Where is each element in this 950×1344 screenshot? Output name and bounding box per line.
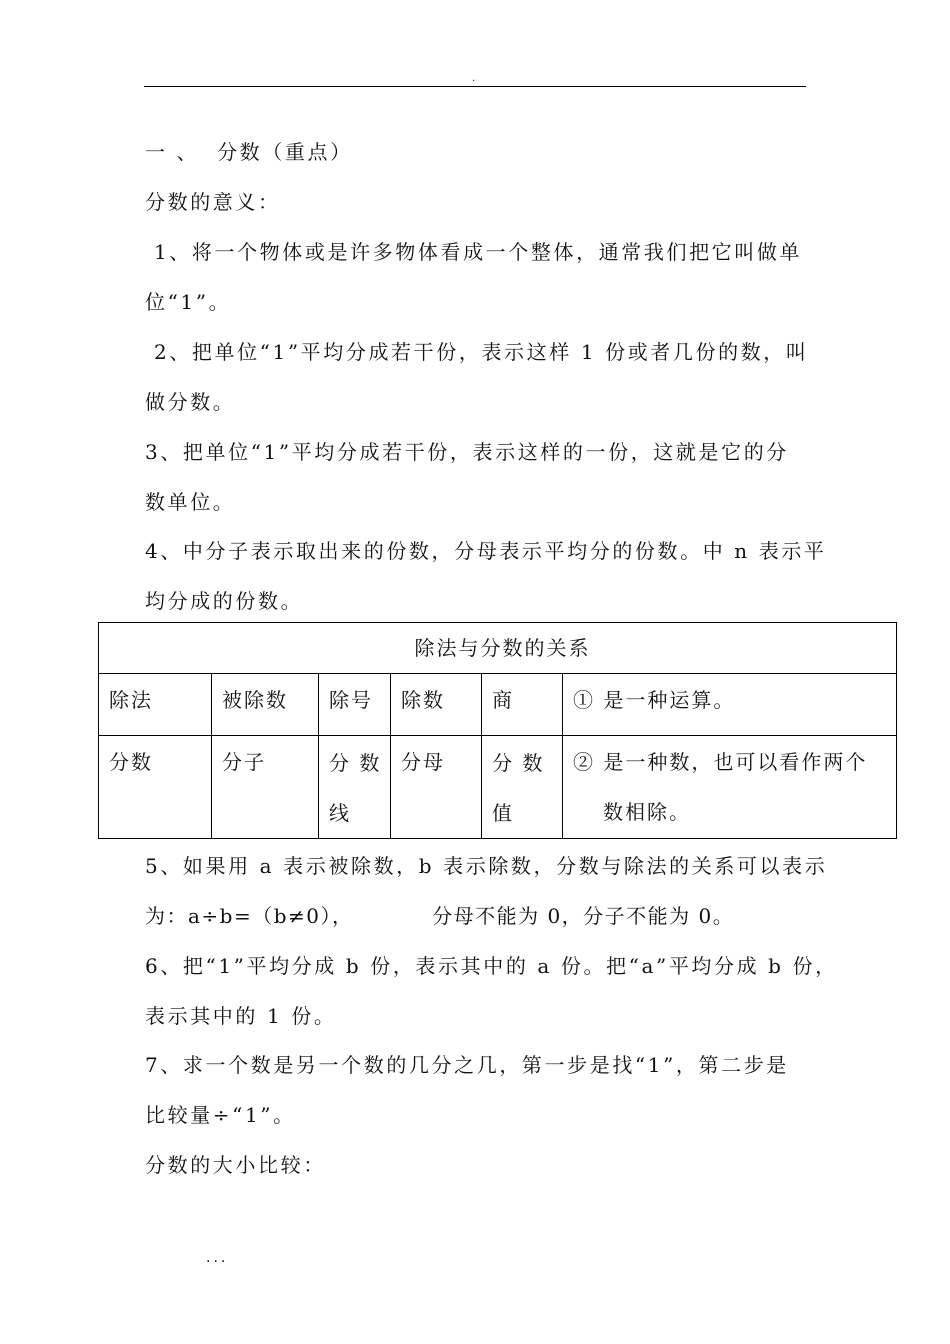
table-cell: 商 [482, 674, 563, 736]
header-rule [144, 86, 806, 87]
table-row [99, 674, 897, 736]
footer-dots: ... [206, 1250, 229, 1266]
table-cell: 分子 [212, 736, 319, 839]
table-cell: ① 是一种运算。 [563, 674, 897, 736]
table-cell: 除数 [391, 674, 482, 736]
section-heading: 一 、 分数（重点） [145, 140, 353, 164]
subheading-comparison: 分数的大小比较： [145, 1153, 326, 1177]
table-cell: 分 数值 [482, 736, 563, 839]
table-cell: 除法 [99, 674, 212, 736]
table-cell: 分数 [99, 736, 212, 839]
subheading-meaning: 分数的意义： [145, 190, 281, 214]
table-row [99, 736, 897, 839]
paragraph-line: 3、把单位“1”平均分成若干份，表示这样的一份，这就是它的分 [145, 440, 789, 464]
paragraph-line: 比较量÷“1”。 [145, 1103, 296, 1127]
table-title: 除法与分数的关系 [99, 623, 897, 674]
paragraph-line: 5、如果用 a 表示被除数，b 表示除数，分数与除法的关系可以表示 [145, 854, 828, 878]
division-fraction-table [98, 622, 897, 839]
table-cell: 分 数线 [319, 736, 391, 839]
paragraph-line: 表示其中的 1 份。 [145, 1004, 337, 1028]
paragraph-line: 数单位。 [145, 490, 236, 514]
table-cell: 除号 [319, 674, 391, 736]
header-dot: . [472, 73, 476, 84]
table-cell: 被除数 [212, 674, 319, 736]
paragraph-line: 4、中分子表示取出来的份数，分母表示平均分的份数。中 n 表示平 [145, 539, 827, 563]
paragraph-line: 6、把“1”平均分成 b 份，表示其中的 a 份。把“a”平均分成 b 份， [145, 954, 838, 978]
paragraph-line: 做分数。 [145, 390, 236, 414]
paragraph-line: 均分成的份数。 [145, 589, 304, 613]
paragraph-line: 位“1”。 [145, 290, 232, 314]
paragraph-line: 7、求一个数是另一个数的几分之几，第一步是找“1”，第二步是 [145, 1053, 789, 1077]
table-cell-line: 数相除。 [603, 800, 691, 824]
paragraph-line: 为：a÷b=（b≠0）， 分母不能为 0，分子不能为 0。 [145, 904, 735, 928]
paragraph-line: 1、将一个物体或是许多物体看成一个整体，通常我们把它叫做单 [145, 240, 803, 264]
table-cell [563, 736, 897, 839]
table-cell: 分母 [391, 736, 482, 839]
paragraph-line: 2、把单位“1”平均分成若干份，表示这样 1 份或者几份的数，叫 [145, 340, 809, 364]
table-cell-line: ② 是一种数，也可以看作两个 [573, 750, 868, 774]
